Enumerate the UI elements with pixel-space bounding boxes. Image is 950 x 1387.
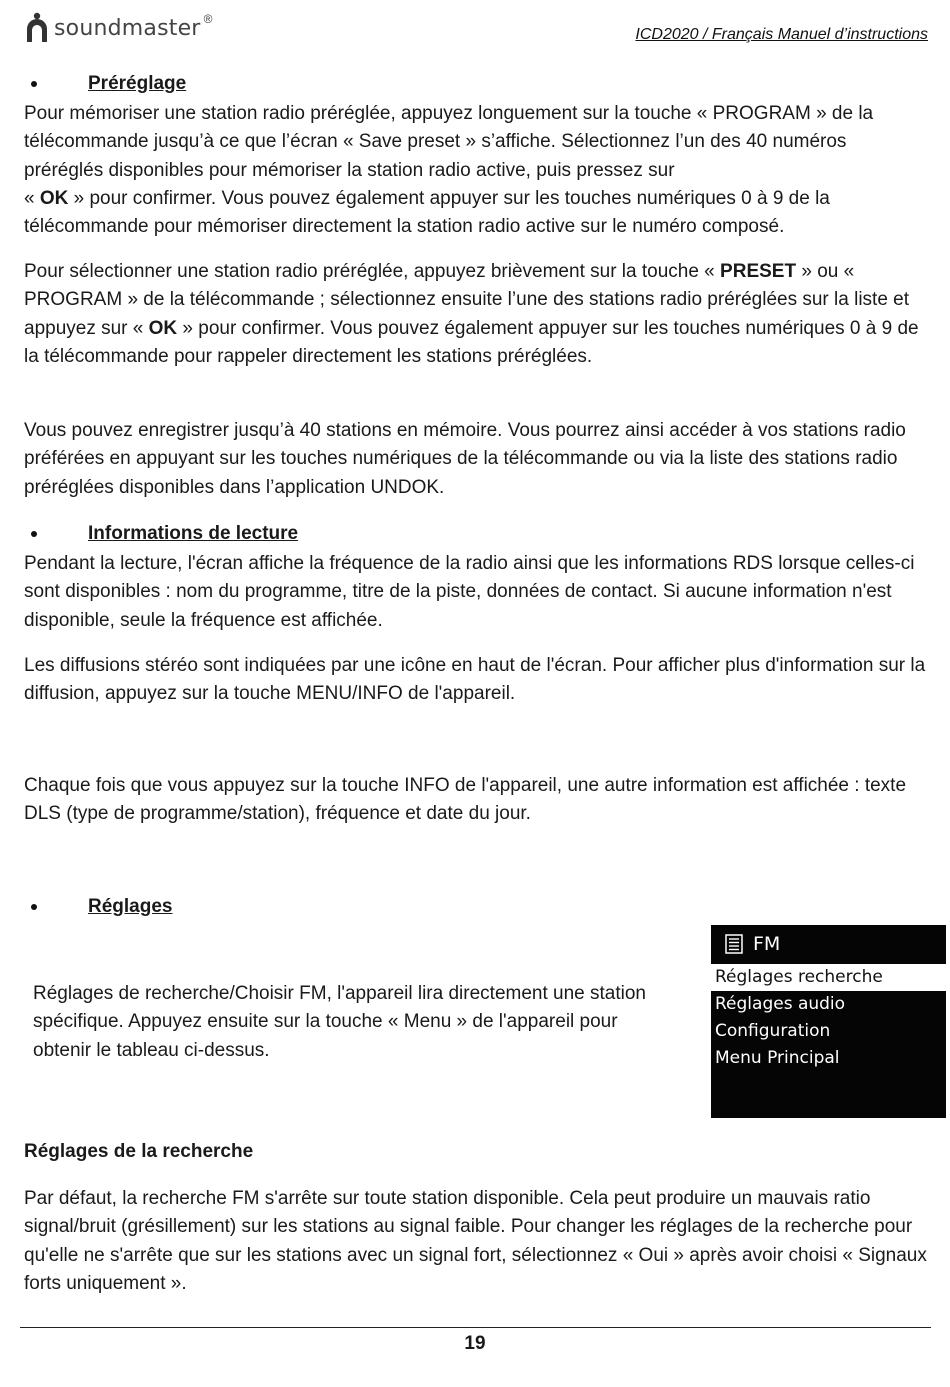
screen-menu-item-selected: Réglages recherche bbox=[711, 964, 946, 991]
preset-text: « bbox=[24, 187, 40, 209]
ok-key-label: OK bbox=[39, 187, 69, 209]
search-settings-paragraph: Par défaut, la recherche FM s'arrête sur toute station disponible. Cela peut produire un mauvais ratio signal/bruit (grésillement) sur les stations au signal faible. Pour changer les réglages de la recherche pour qu'elle ne s'arrête que sur les stations avec un signal fort, sélectionnez « Oui » après avoir choisi « Signaux forts uniquement ». bbox=[24, 1188, 927, 1294]
preset-paragraph-3: Vous pouvez enregistrer jusqu’à 40 stations en mémoire. Vous pourrez ainsi accéder à vos stations radio préférées en appuyant sur les touches numériques de la télécommande ou via la liste des stations radio préréglées disponibles dans l’application UNDOK. bbox=[24, 420, 906, 498]
list-icon bbox=[725, 934, 743, 954]
device-screen-menu bbox=[711, 925, 946, 1118]
screen-title: FM bbox=[753, 933, 781, 955]
preset-text: Pour sélectionner une station radio préréglée, appuyez brièvement sur la touche « bbox=[24, 261, 721, 282]
playback-paragraph-1: Pendant la lecture, l'écran affiche la fréquence de la radio ainsi que les informations RDS lorsque celles-ci sont disponibles : nom du programme, titre de la piste, données de contact. Si aucune information n'est disponible, seule la fréquence est affichée. bbox=[24, 553, 915, 631]
section-title: Réglages bbox=[88, 896, 173, 917]
ok-key-label: OK bbox=[148, 317, 178, 339]
brand-name: soundmaster bbox=[54, 15, 201, 41]
brand-logo bbox=[24, 10, 212, 46]
section-heading-settings bbox=[24, 894, 172, 920]
preset-text: » pour confirmer. Vous pouvez également appuyer sur les touches numériques 0 à 9 de la télécommande pour mémoriser directement la station radio active sur le numéro composé. bbox=[24, 187, 830, 238]
screen-menu-item: Réglages audio bbox=[715, 994, 846, 1014]
preset-paragraph-1 bbox=[24, 100, 929, 241]
section-title: Informations de lecture bbox=[88, 523, 299, 544]
preset-paragraph-2 bbox=[24, 258, 929, 371]
preset-key-label: PRESET bbox=[720, 261, 797, 282]
playback-paragraph-3: Chaque fois que vous appuyez sur la touche INFO de l'appareil, une autre information est affichée : texte DLS (type de programme/station), fréquence et date du jour. bbox=[24, 775, 907, 825]
screen-header bbox=[725, 933, 780, 955]
preset-text: » pour confirmer. Vous pouvez également appuyer sur les touches numériques 0 à 9 de la télécommande pour rappeler directement les stations préréglées. bbox=[24, 317, 919, 367]
registered-mark: ® bbox=[203, 12, 213, 26]
screen-menu-item: Menu Principal bbox=[715, 1048, 840, 1068]
playback-paragraph-2: Les diffusions stéréo sont indiquées par une icône en haut de l'écran. Pour afficher plus d'information sur la diffusion, appuyez sur la touche MENU/INFO de l'appareil. bbox=[24, 655, 926, 705]
document-title: ICD2020 / Français Manuel d’instructions bbox=[635, 26, 928, 43]
bullet-icon bbox=[31, 904, 37, 910]
preset-text: » ou « PROGRAM » de la télécommande ; sélectionnez ensuite l’une des stations radio préréglées sur la liste et appuyez sur « bbox=[24, 261, 910, 339]
bullet-icon bbox=[31, 531, 37, 537]
section-heading-preset bbox=[24, 71, 186, 97]
page-number: 19 bbox=[464, 1333, 486, 1354]
footer-divider bbox=[20, 1327, 931, 1328]
section-heading-playback bbox=[24, 521, 298, 547]
screen-menu-item: Configuration bbox=[715, 1021, 831, 1041]
search-settings-heading: Réglages de la recherche bbox=[24, 1141, 254, 1162]
preset-text: Pour mémoriser une station radio préréglée, appuyez longuement sur la touche « PROGRAM » de la télécommande jusqu’à ce que l’écran « Save preset » s’affiche. Sélectionnez l’un des 40 numéros préréglés disponibles pour mémoriser la station radio active, puis pressez sur bbox=[24, 103, 874, 181]
bullet-icon bbox=[31, 81, 37, 87]
soundmaster-logo-icon bbox=[24, 12, 50, 44]
settings-paragraph: Réglages de recherche/Choisir FM, l'appareil lira directement une station spécifique. Appuyez ensuite sur la touche « Menu » de l'appareil pour obtenir le tableau ci-dessus. bbox=[33, 983, 646, 1061]
section-title: Préréglage bbox=[88, 73, 187, 94]
